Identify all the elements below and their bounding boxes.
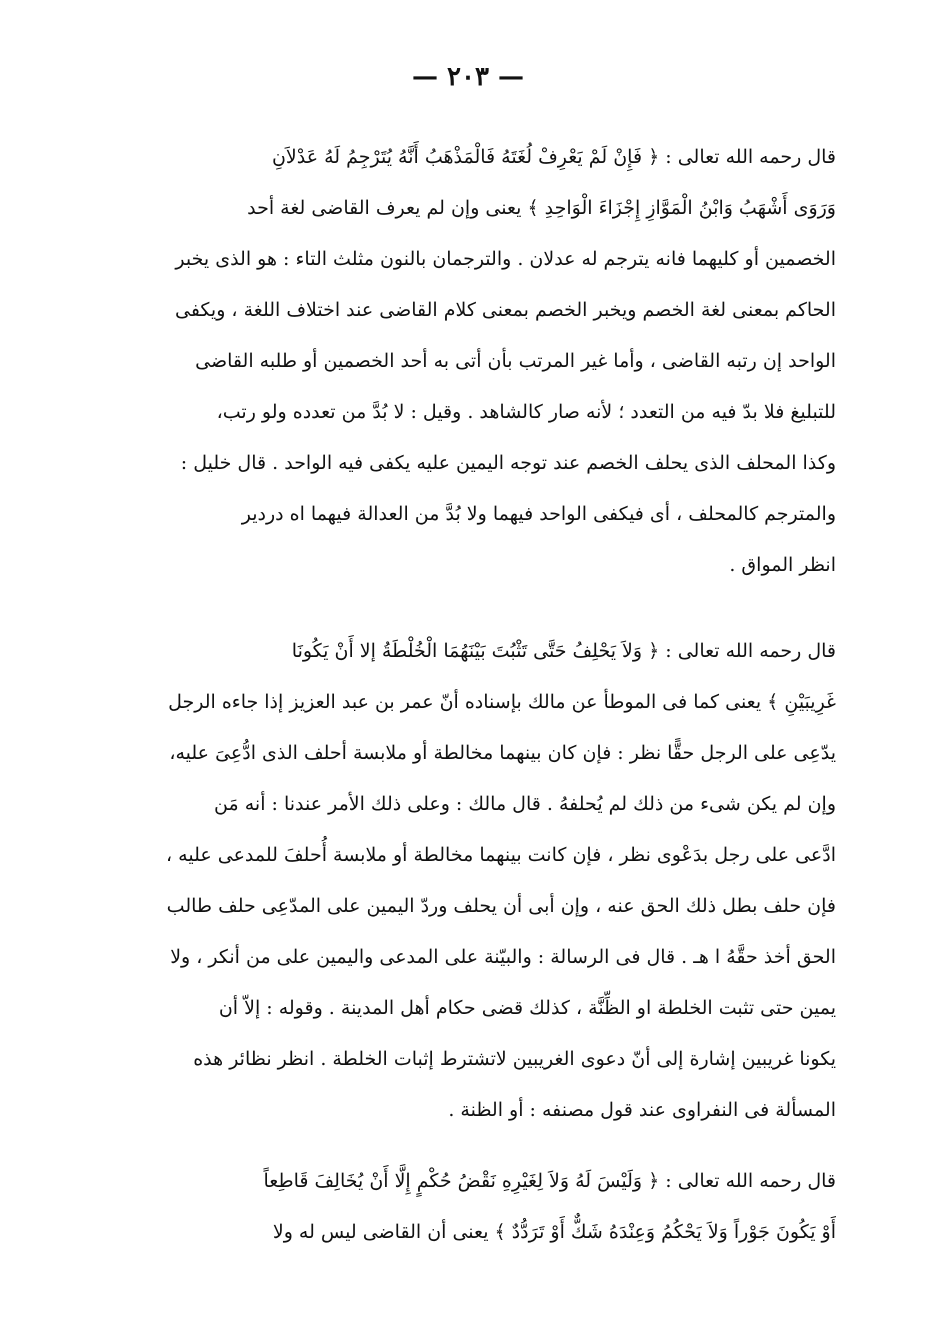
text-line: للتبليغ فلا بدّ فيه من التعدد ؛ لأنه صار كالشاهد . وقيل : لا بُدَّ من تعدده ولو رتب،: [216, 401, 836, 423]
text-line: يمين حتى تثبت الخلطة او الظِّنَّة ، كذلك قضى حكام أهل المدينة . وقوله : إلاّ أن: [218, 997, 836, 1019]
text-line: الخصمين أو كليهما فانه يترجم له عدلان . والترجمان بالنون مثلث التاء : هو الذى يخبر: [175, 248, 836, 270]
text-line: فإن حلف بطل ذلك الحق عنه ، وإن أبى أن يحلف وردّ اليمين على المدّعِى حلف طالب: [166, 895, 836, 917]
text-line: والمترجم كالمحلف ، أى فيكفى الواحد فيهما ولا بُدَّ من العدالة فيهما اه دردير: [241, 503, 836, 525]
text-line: قال رحمه الله تعالى : ﴿ فَإِنْ لَمْ يَعْرِفْ لُغَتَهُ فَالْمَذْهَبُ أَنَّهُ يُتَرْجِمُ لَهُ عَدْلاَنِ: [271, 146, 836, 168]
paragraph-annulment: [96, 1156, 836, 1258]
text-line: قال رحمه الله تعالى : ﴿ وَلاَ يَحْلِفُ حَتَّى تَثْبُتَ بَيْنَهُمَا الْخُلْطَةُ إلا أَنْ يَكُونَا: [291, 640, 836, 662]
text-line: أَوْ يَكُونَ جَوْراً وَلاَ يَحْكُمُ وَعِنْدَهُ شَكٌّ أَوْ تَرَدُّدٌ ﴾ يعنى أن القاضى ليس له ولا: [272, 1221, 836, 1243]
text-line: يدّعِى على الرجل حقًّا نظر : فإن كان بينهما مخالطة أو ملابسة أحلف الذى ادُّعِىَ عليه،: [169, 742, 836, 764]
text-line: انظر المواق .: [729, 554, 836, 576]
text-line: غَرِيبَيْنِ ﴾ يعنى كما فى الموطأ عن مالك بإسناده أنّ عمر بن عبد العزيز إذا جاءه الرجل: [168, 691, 836, 713]
text-line: الحق أخذ حقَّهُ ا هـ . قال فى الرسالة : والبيّنة على المدعى واليمين على من أنكر ، ولا: [170, 946, 836, 968]
page-number: — ٢٠٣ —: [411, 62, 525, 92]
paragraph-oath-khulta: [96, 626, 836, 1136]
paragraph-translation: [96, 132, 836, 591]
text-line: قال رحمه الله تعالى : ﴿ وَلَيْسَ لَهُ وَلاَ لِغَيْرِهِ نَقْضُ حُكْمٍ إِلَّا أَنْ يُخَالِفَ قَاطِعاً: [263, 1170, 836, 1192]
text-line: الحاكم بمعنى لغة الخصم ويخبر الخصم بمعنى كلام القاضى عند اختلاف اللغة ، ويكفى: [174, 299, 836, 321]
text-line: ادَّعى على رجل بدَعْوى نظر ، فإن كانت بينهما مخالطة أو ملابسة أُحلفَ للمدعى عليه ،: [165, 844, 836, 866]
text-line: وَرَوَى أَشْهَبُ وَابْنُ الْمَوَّازِ إِجْزَاءَ الْوَاحِدِ ﴾ يعنى وإن لم يعرف القاضى لغة أحد: [247, 197, 836, 219]
text-line: الواحد إن رتبه القاضى ، وأما غير المرتب بأن أتى به أحد الخصمين أو طلبه القاضى: [195, 350, 836, 372]
text-line: وكذا المحلف الذى يحلف الخصم عند توجه اليمين عليه يكفى فيه الواحد . قال خليل :: [180, 452, 836, 474]
text-line: المسألة فى النفراوى عند قول مصنفه : أو الظنة .: [448, 1099, 836, 1121]
text-line: يكونا غريبين إشارة إلى أنّ دعوى الغريبين لاتشترط إثبات الخلطة . انظر نظائر هذه: [193, 1048, 836, 1070]
text-line: وإن لم يكن شىء من ذلك لم يُحلفهُ . قال مالك : وعلى ذلك الأمر عندنا : أنه مَن: [214, 793, 836, 815]
